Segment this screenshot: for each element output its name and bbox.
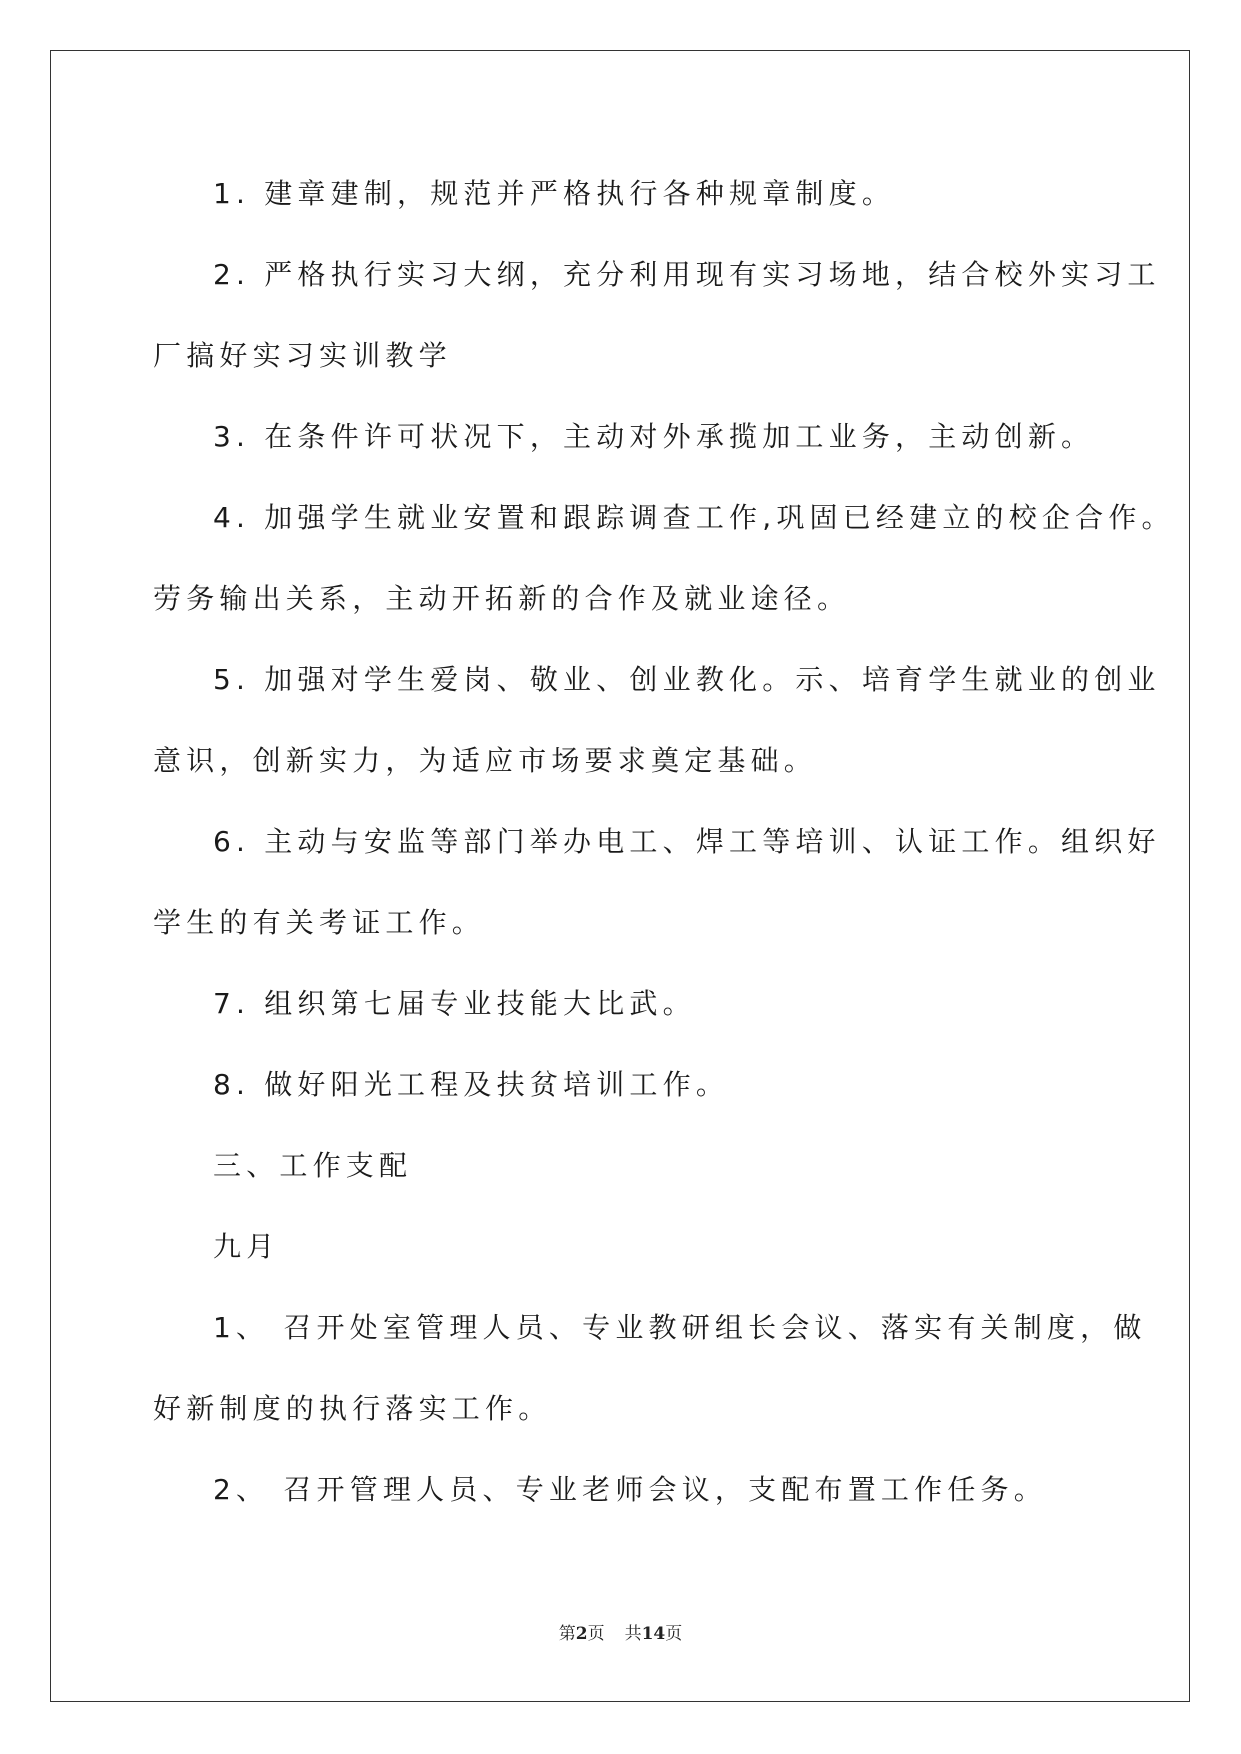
paragraph-line-15: 1、 召开处室管理人员、专业教研组长会议、落实有关制度，做 bbox=[213, 1311, 1147, 1344]
paragraph-line-12: 8. 做好阳光工程及扶贫培训工作。 bbox=[213, 1068, 730, 1101]
month-heading: 九月 bbox=[213, 1230, 280, 1263]
footer-total-pages: 14 bbox=[641, 1624, 666, 1644]
paragraph-line-9: 6. 主动与安监等部门举办电工、焊工等培训、认证工作。组织好 bbox=[213, 825, 1161, 858]
paragraph-line-1: 1. 建章建制，规范并严格执行各种规章制度。 bbox=[213, 177, 896, 210]
paragraph-line-6: 劳务输出关系，主动开拓新的合作及就业途径。 bbox=[153, 582, 851, 615]
paragraph-line-8: 意识，创新实力，为适应市场要求奠定基础。 bbox=[153, 744, 818, 777]
page-border bbox=[50, 50, 1190, 1702]
paragraph-line-11: 7. 组织第七届专业技能大比武。 bbox=[213, 987, 696, 1020]
paragraph-line-10: 学生的有关考证工作。 bbox=[153, 906, 486, 939]
footer-current-page: 2 bbox=[575, 1624, 588, 1644]
paragraph-line-5: 4. 加强学生就业安置和跟踪调查工作,巩固已经建立的校企合作。 bbox=[213, 501, 1175, 534]
footer-total-prefix: 共 bbox=[624, 1624, 642, 1644]
paragraph-line-16: 好新制度的执行落实工作。 bbox=[153, 1392, 552, 1425]
paragraph-line-7: 5. 加强对学生爱岗、敬业、创业教化。示、培育学生就业的创业 bbox=[213, 663, 1161, 696]
page-footer bbox=[0, 1623, 1241, 1645]
paragraph-line-17: 2、 召开管理人员、专业老师会议，支配布置工作任务。 bbox=[213, 1473, 1047, 1506]
section-heading: 三、工作支配 bbox=[213, 1149, 413, 1182]
footer-page-unit: 页 bbox=[587, 1624, 605, 1644]
paragraph-line-4: 3. 在条件许可状况下，主动对外承揽加工业务，主动创新。 bbox=[213, 420, 1095, 453]
paragraph-line-2: 2. 严格执行实习大纲，充分利用现有实习场地，结合校外实习工 bbox=[213, 258, 1161, 291]
paragraph-line-3: 厂搞好实习实训教学 bbox=[153, 339, 452, 372]
footer-page-prefix: 第 bbox=[558, 1624, 576, 1644]
footer-total-unit: 页 bbox=[665, 1624, 683, 1644]
